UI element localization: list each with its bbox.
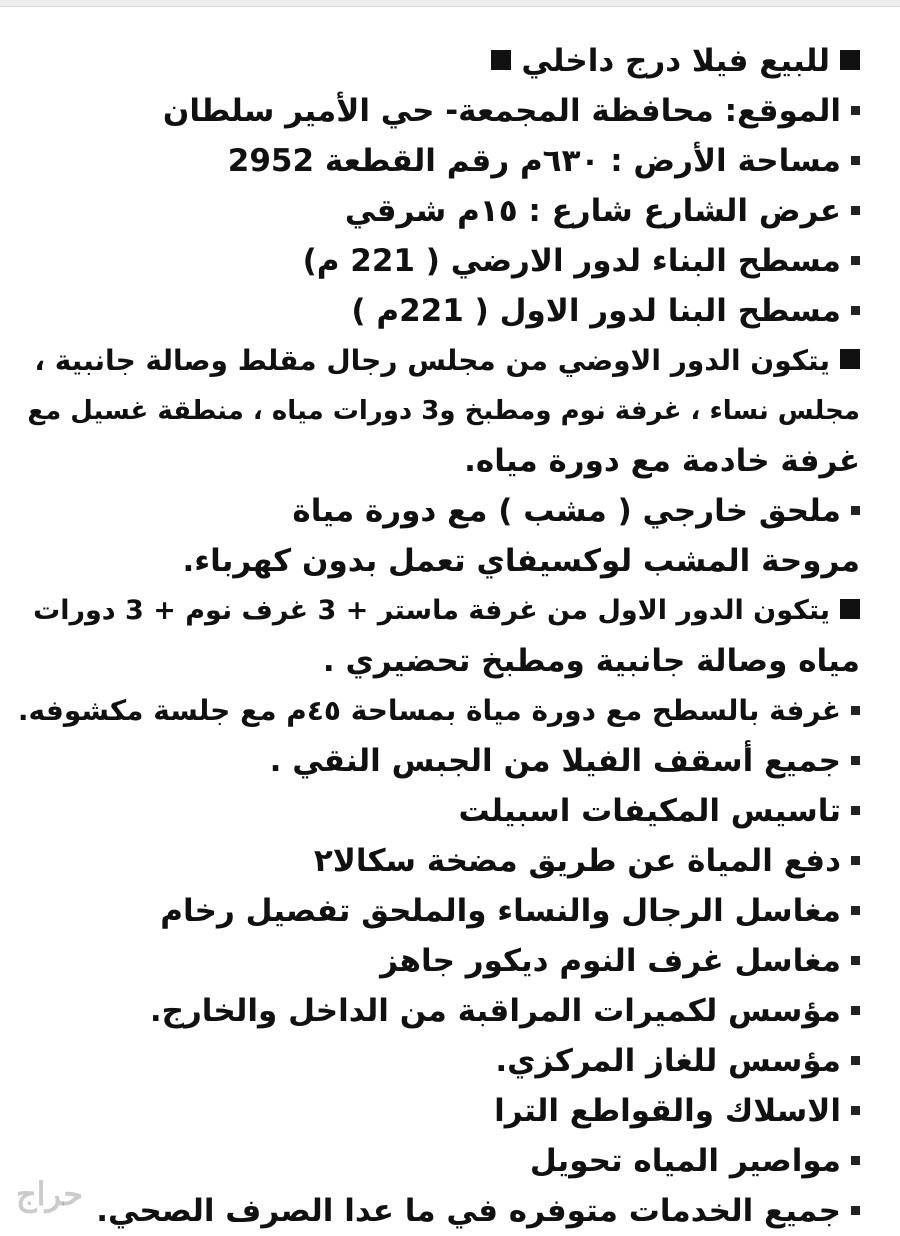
feature-line (14, 836, 860, 886)
land-area-text: مساحة الأرض : ٦٣٠م رقم القطعة 2952 (227, 143, 841, 179)
feature-text: تاسيس المكيفات اسبيلت (458, 793, 841, 829)
bullet-icon (851, 256, 860, 265)
bullet-icon (851, 506, 860, 515)
feature-line (14, 1136, 860, 1186)
feature-text: الاسلاك والقواطع الترا (494, 1093, 841, 1129)
annex-line-2 (14, 536, 860, 586)
feature-line (14, 686, 860, 736)
annex-text: ملحق خارجي ( مشب ) مع دورة مياة (292, 493, 841, 529)
feature-text: دفع المياة عن طريق مضخة سكالا٢ (313, 843, 841, 879)
watermark-text: حراج (16, 1175, 83, 1213)
first-floor-desc-line-2 (14, 636, 860, 686)
feature-line (14, 786, 860, 836)
bullet-icon (851, 1006, 860, 1015)
feature-text: غرفة بالسطح مع دورة مياة بمساحة ٤٥م مع جلسة مكشوفه. (17, 694, 841, 727)
bullet-icon (851, 156, 860, 165)
square-bullet-icon (840, 50, 860, 70)
bullet-icon (851, 706, 860, 715)
ground-floor-desc-text: مجلس نساء ، غرفة نوم ومطبخ و3 دورات مياه ، منطقة غسيل مع (27, 396, 860, 426)
ground-floor-desc-line-3 (14, 436, 860, 486)
first-floor-area-text: مسطح البنا لدور الاول ( 221م ) (351, 293, 841, 329)
first-floor-desc-text: يتكون الدور الاول من غرفة ماستر + 3 غرف نوم + 3 دورات (33, 595, 830, 626)
feature-text: جميع أسقف الفيلا من الجبس النقي . (269, 743, 841, 779)
top-border (0, 0, 900, 7)
square-bullet-icon (491, 50, 511, 70)
feature-text: مؤسس للغاز المركزي. (495, 1043, 841, 1079)
listing-title-line (14, 36, 860, 86)
bullet-icon (851, 806, 860, 815)
first-floor-desc-text: مياه وصالة جانبية ومطبخ تحضيري . (322, 643, 860, 679)
land-area-line (14, 136, 860, 186)
feature-line (14, 886, 860, 936)
bullet-icon (851, 306, 860, 315)
first-floor-desc-line-1 (14, 586, 860, 636)
bullet-icon (851, 1056, 860, 1065)
bullet-icon (851, 106, 860, 115)
bullet-icon (851, 906, 860, 915)
ground-floor-desc-line-1 (14, 336, 860, 386)
feature-line (14, 1086, 860, 1136)
bullet-icon (851, 956, 860, 965)
street-width-line (14, 186, 860, 236)
ground-floor-desc-line-2 (14, 386, 860, 436)
bullet-icon (851, 1206, 860, 1215)
location-text: الموقع: محافظة المجمعة- حي الأمير سلطان (162, 93, 841, 129)
listing-document (14, 36, 860, 1236)
feature-text: جميع الخدمات متوفره في ما عدا الصرف الصحي. (96, 1193, 841, 1229)
square-bullet-icon (840, 349, 860, 369)
ground-floor-area-line (14, 236, 860, 286)
ground-floor-desc-text: غرفة خادمة مع دورة مياه. (464, 443, 860, 479)
feature-text: مغاسل الرجال والنساء والملحق تفصيل رخام (160, 893, 841, 929)
listing-title: للبيع فيلا درج داخلي (521, 43, 830, 79)
annex-line-1 (14, 486, 860, 536)
bullet-icon (851, 1106, 860, 1115)
bullet-icon (851, 756, 860, 765)
bullet-icon (851, 856, 860, 865)
bullet-icon (851, 206, 860, 215)
feature-text: مؤسس لكميرات المراقبة من الداخل والخارج. (149, 993, 841, 1029)
feature-line (14, 1036, 860, 1086)
bullet-icon (851, 1156, 860, 1165)
square-bullet-icon (840, 599, 860, 619)
annex-text: مروحة المشب لوكسيفاي تعمل بدون كهرباء. (182, 543, 860, 579)
feature-line (14, 986, 860, 1036)
feature-line (14, 936, 860, 986)
ground-floor-area-text: مسطح البناء لدور الارضي ( 221 م) (302, 243, 841, 279)
street-width-text: عرض الشارع شارع : ١٥م شرقي (344, 193, 841, 229)
location-line (14, 86, 860, 136)
feature-text: مواصير المياه تحويل (529, 1143, 841, 1179)
feature-text: مغاسل غرف النوم ديكور جاهز (380, 943, 841, 979)
ground-floor-desc-text: يتكون الدور الاوضي من مجلس رجال مقلط وصالة جانبية ، (34, 344, 830, 377)
feature-line (14, 736, 860, 786)
first-floor-area-line (14, 286, 860, 336)
